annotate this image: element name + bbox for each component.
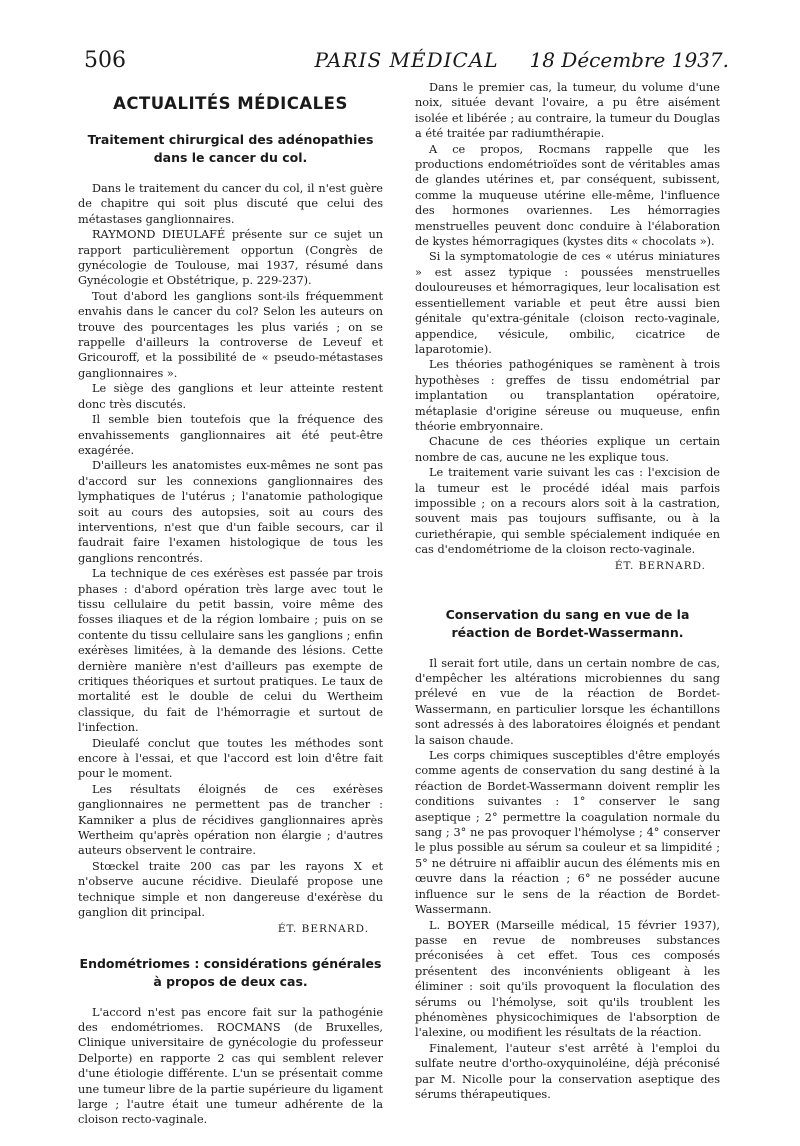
- article-title-endometriomes: Endométriomes : considérations générales à propos de deux cas.: [79, 955, 382, 989]
- article-paragraph: Les résultats éloignés de ces exérèses ganglionnaires ne permettent pas de trancher : Kamniker a plus de récidives ganglionnaires après Wertheim qu'après opération non élargie ; d'autres auteurs observent le contraire.: [78, 782, 383, 858]
- article-paragraph: Finalement, l'auteur s'est arrêté à l'emploi du sulfate neutre d'ortho-oxyquinoléine, déjà préconisé par M. Nicolle pour la conservation aseptique des sérums thérapeutiques.: [415, 1041, 720, 1101]
- right-column: [415, 80, 720, 1102]
- page-header: [84, 48, 729, 76]
- author-signature: ÉT. BERNARD.: [614, 559, 706, 572]
- article-paragraph: La technique de ces exérèses est passée par trois phases : d'abord opération très large avec tout le tissu cellulaire du petit bassin, voire même des fosses iliaques et de la région lombaire ; puis on se contente du tissu cellulaire sans les ganglions ; enfin exérèses limitées, à la demande des lésions. Cette dernière manière n'est d'ailleurs pas exempte de critiques théoriques et surtout pratiques. Le taux de mortalité est le double de celui du Wertheim classique, du fait de l'hémorragie et surtout de l'infection.: [78, 567, 383, 735]
- author-signature: ÉT. BERNARD.: [277, 922, 369, 935]
- article-title-bordet-wassermann: Conservation du sang en vue de la réaction de Bordet-Wassermann.: [445, 606, 690, 640]
- article-paragraph: Le siège des ganglions et leur atteinte restent donc très discutés.: [78, 382, 383, 411]
- article-paragraph: Dieulafé conclut que toutes les méthodes sont encore à l'essai, et que l'accord est loin d'être fait pour le moment.: [78, 736, 383, 781]
- article-paragraph: L'accord n'est pas encore fait sur la pathogénie des endométriomes. ROCMANS (de Bruxelles, Clinique universitaire de gynécologie du professeur Delporte) en rapporte 2 cas qui semblent relever d'une étiologie différente. L'un se présentait comme une tumeur libre de la partie supérieure du ligament large ; l'autre était une tumeur adhérente de la cloison recto-vaginale.: [78, 1005, 383, 1127]
- article-paragraph: Dans le traitement du cancer du col, il n'est guère de chapitre qui soit plus discuté que celui des métastases ganglionnaires.: [78, 182, 383, 226]
- article-title-adenopathies: Traitement chirurgical des adénopathies dans le cancer du col.: [87, 132, 374, 165]
- article-paragraph: Tout d'abord les ganglions sont-ils fréquemment envahis dans le cancer du col? Selon les auteurs on trouve des pourcentages les plus variés ; on se rappelle d'ailleurs la controverse de Leveuf et Gricouroff, et la possibilité de « pseudo-métastases ganglionnaires ».: [78, 289, 383, 380]
- article-paragraph: Dans le premier cas, la tumeur, du volume d'une noix, située devant l'ovaire, a pu être aisément isolée et libérée ; au contraire, la tumeur du Douglas a été traitée par radiumthérapie.: [415, 81, 720, 141]
- left-column: [78, 80, 383, 1128]
- article-paragraph: Les corps chimiques susceptibles d'être employés comme agents de conservation du sang destiné à la réaction de Bordet-Wassermann doivent remplir les conditions suivantes : 1° conserver le sang aseptique ; 2° permettre la coagulation normale du sang ; 3° ne pas provoquer l'hémolyse ; 4° conserver le plus possible au sérum sa couleur et sa limpidité ; 5° ne détruire ni affaiblir aucun des éléments mis en œuvre dans la réaction ; 6° ne posséder aucune influence sur le sens de la réaction de Bordet-Wassermann.: [415, 749, 720, 917]
- article-paragraph: Le traitement varie suivant les cas : l'excision de la tumeur est le procédé idéal mais parfois impossible ; on a recours alors soit à la castration, souvent mais pas toujours suffisante, ou à la curiethérapie, qui semble spécialement indiquée en cas d'endométriome de la cloison recto-vaginale.: [415, 466, 720, 557]
- page-number: 506: [84, 48, 126, 73]
- article-paragraph: L. BOYER (Marseille médical, 15 février 1937), passe en revue de nombreuses substances préconisées à cet effet. Tous ces composés présentent des inconvénients obligeant à les éliminer : soit qu'ils provoquent la floculation des sérums ou l'hémolyse, soit qu'ils troublent les phénomènes physicochimiques de l'absorption de l'alexine, ou modifient les résultats de la réaction.: [415, 918, 720, 1040]
- article-paragraph: Si la symptomatologie de ces « utérus miniatures » est assez typique : poussées menstruelles douloureuses et hémorragiques, leur localisation est essentiellement variable et peut être aussi bien génitale qu'extra-génitale (cloison recto-vaginale, appendice, vésicule, ombilic, cicatrice de laparotomie).: [415, 250, 720, 356]
- article-paragraph: D'ailleurs les anatomistes eux-mêmes ne sont pas d'accord sur les connexions ganglionnaires des lymphatiques de l'utérus ; l'anatomie pathologique soit au cours des autopsies, soit au cours des interventions, n'est que d'un faible secours, car il faudrait faire l'examen histologique de tous les ganglions rencontrés.: [78, 459, 383, 565]
- article-paragraph: Il semble bien toutefois que la fréquence des envahissements ganglionnaires ait été peut-être exagérée.: [78, 413, 383, 457]
- article-paragraph: RAYMOND DIEULAFÉ présente sur ce sujet un rapport particulièrement opportun (Congrès de gynécologie de Toulouse, mai 1937, résumé dans Gynécologie et Obstétrique, p. 229-237).: [78, 228, 383, 288]
- journal-title: PARIS MÉDICAL: [314, 48, 499, 72]
- article-paragraph: Les théories pathogéniques se ramènent à trois hypothèses : greffes de tissu endométrial par implantation ou transplantation opératoire, métaplasie d'origine séreuse ou muqueuse, enfin théorie embryonnaire.: [415, 358, 720, 433]
- article-paragraph: Chacune de ces théories explique un certain nombre de cas, aucune ne les explique tous.: [415, 435, 720, 464]
- issue-date: 18 Décembre 1937.: [529, 48, 729, 72]
- article-paragraph: Il serait fort utile, dans un certain nombre de cas, d'empêcher les altérations microbiennes du sang prélevé en vue de la réaction de Bordet-Wassermann, en particulier lorsque les échantillons sont adressés à des laboratoires éloignés et pendant la saison chaude.: [415, 656, 720, 747]
- article-paragraph: Stœckel traite 200 cas par les rayons X et n'observe aucune récidive. Dieulafé propose une technique simple et non dangereuse d'exérèse du ganglion dit principal.: [78, 859, 383, 920]
- article-paragraph: A ce propos, Rocmans rappelle que les productions endométrioïdes sont de véritables amas de glandes utérines et, par conséquent, subissent, comme la muqueuse utérine elle-même, l'influence des hormones ovariennes. Les hémorragies menstruelles peuvent donc conduire à l'élaboration de kystes hémorragiques (kystes dits « chocolats »).: [415, 142, 720, 249]
- section-title: ACTUALITÉS MÉDICALES: [113, 94, 348, 113]
